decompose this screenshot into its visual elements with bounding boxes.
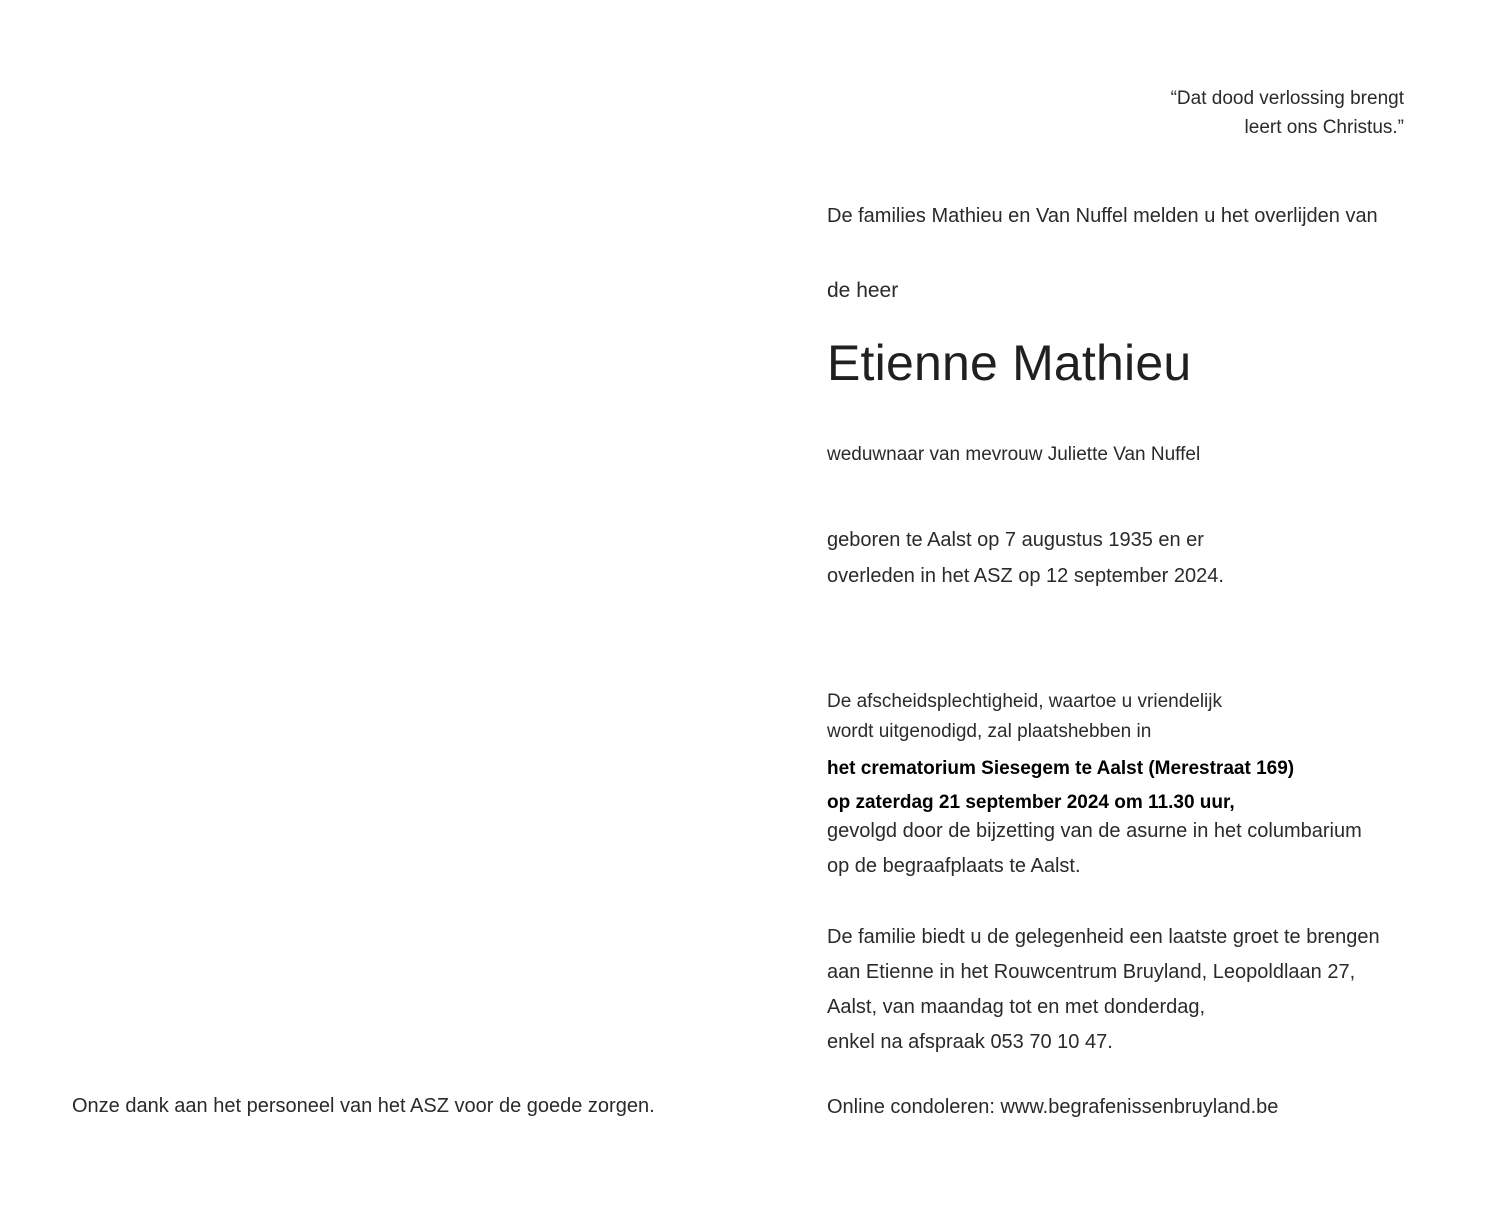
quote-line-2: leert ons Christus.”: [1244, 117, 1404, 138]
visitation-line-4: enkel na afspraak 053 70 10 47.: [827, 1031, 1113, 1053]
visitation-block: [827, 920, 1380, 1060]
ceremony-intro-line-2: wordt uitgenodigd, zal plaatshebben in: [827, 721, 1152, 742]
followup-line-1: gevolgd door de bijzetting van de asurne in het columbarium: [827, 820, 1362, 842]
deceased-name: Etienne Mathieu: [827, 335, 1192, 391]
ceremony-intro: [827, 687, 1222, 747]
visitation-line-3: Aalst, van maandag tot en met donderdag,: [827, 996, 1206, 1018]
ceremony-venue: het crematorium Siesegem te Aalst (Merestraat 169): [827, 758, 1295, 779]
widower-line: weduwnaar van mevrouw Juliette Van Nuffel: [827, 444, 1201, 465]
visitation-line-2: aan Etienne in het Rouwcentrum Bruyland, Leopoldlaan 27,: [827, 961, 1356, 983]
birth-death-block: [827, 522, 1224, 594]
death-line: overleden in het ASZ op 12 september 2024.: [827, 565, 1224, 587]
ceremony-intro-line-1: De afscheidsplechtigheid, waartoe u vriendelijk: [827, 691, 1223, 712]
birth-line: geboren te Aalst op 7 augustus 1935 en er: [827, 529, 1204, 551]
online-condolences: Online condoleren: www.begrafenissenbruyland.be: [827, 1096, 1279, 1118]
thanks-note: Onze dank aan het personeel van het ASZ voor de goede zorgen.: [72, 1095, 655, 1117]
quote: [1171, 84, 1404, 142]
ceremony-datetime: op zaterdag 21 september 2024 om 11.30 uur,: [827, 792, 1235, 813]
ceremony-followup: [827, 814, 1362, 884]
announcement-intro: De families Mathieu en Van Nuffel melden u het overlijden van: [827, 205, 1378, 227]
quote-line-1: “Dat dood verlossing brengt: [1170, 88, 1404, 109]
honorific: de heer: [827, 279, 899, 302]
followup-line-2: op de begraafplaats te Aalst.: [827, 855, 1081, 877]
ceremony-venue-block: [827, 752, 1294, 820]
visitation-line-1: De familie biedt u de gelegenheid een laatste groet te brengen: [827, 926, 1380, 948]
